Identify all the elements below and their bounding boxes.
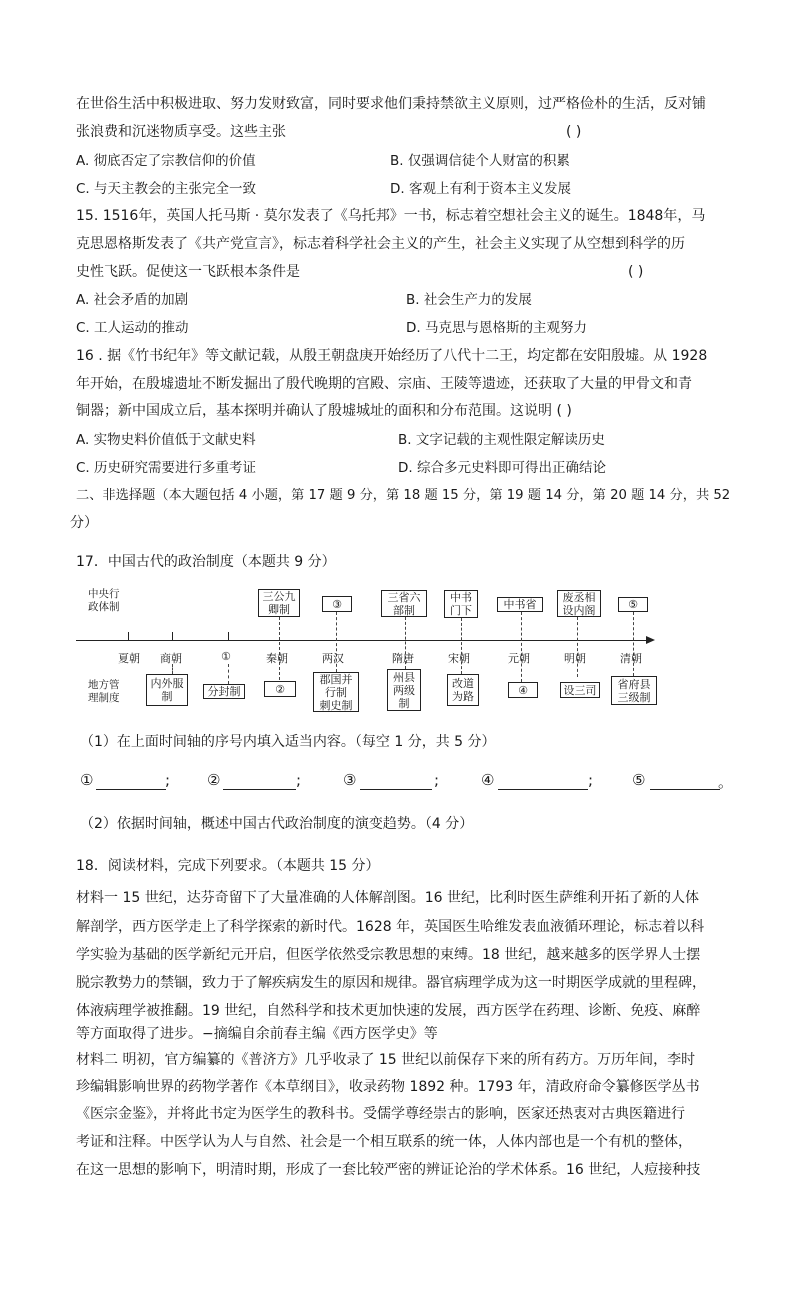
q15-line-2: 克思恩格斯发表了《共产党宣言》，标志着科学社会主义的产生，社会主义实现了从空想到科学的历 <box>76 236 685 252</box>
local-box-zhouxian: 州县 两级 制 <box>387 669 421 711</box>
dash-yuan <box>521 612 522 682</box>
q14-option-b[interactable]: B. 仅强调信徒个人财富的积累 <box>390 153 570 169</box>
q18-line-6: 等方面取得了进步。−摘编自余前春主编《西方医学史》等 <box>76 1026 438 1042</box>
central-box-blank-3[interactable]: ③ <box>322 596 352 612</box>
blank-3-sep: ; <box>434 771 440 789</box>
tick-xia <box>128 632 129 640</box>
q18-line-3: 学实验为基础的医学新纪元开启，但医学依然受宗教思想的束缚。18 世纪，越来越多的医学界人士摆 <box>76 947 701 963</box>
q18-line-7: 材料二 明初，官方编纂的《普济方》几乎收录了 15 世纪以前保存下来的所有药方。万历年间，李时 <box>76 1052 696 1068</box>
q15-line-3: 史性飞跃。促使这一飞跃根本条件是 <box>76 264 300 280</box>
local-box-neiwaifu: 内外服 制 <box>146 674 188 706</box>
q18-line-4: 脱宗教势力的禁锢，致力于了解疾病发生的原因和规律。器官病理学成为这一时期医学成就的里程碑， <box>76 975 706 991</box>
local-box-fenfeng: 分封制 <box>203 684 245 699</box>
local-box-blank-4[interactable]: ④ <box>508 682 538 698</box>
q15-option-a[interactable]: A. 社会矛盾的加剧 <box>76 292 189 308</box>
blank-2-field[interactable] <box>223 789 296 790</box>
q18-line-8: 珍编辑影响世界的药物学著作《本草纲目》，收录药物 1892 种。1793 年，清政府命令纂修医学丛书 <box>76 1079 700 1095</box>
dash-qing <box>633 612 634 676</box>
local-box-gaidao-weilu: 改道 为路 <box>447 674 479 706</box>
q16-line-3: 铜器；新中国成立后，基本探明并确认了殷墟城址的面积和分布范围。这说明 ( ) <box>76 403 572 419</box>
q17-title: 17．中国古代的政治制度（本题共 9 分） <box>76 554 336 570</box>
section2-header-line-1: 二、非选择题（本大题包括 4 小题，第 17 题 9 分，第 18 题 15 分，第 19 题 14 分，第 20 题 14 分，共 52 <box>76 488 731 503</box>
blank-5-sep: 。 <box>718 773 734 791</box>
blank-1-field[interactable] <box>96 789 166 790</box>
q15-answer-paren[interactable]: ( ) <box>628 264 644 280</box>
q16-option-c[interactable]: C. 历史研究需要进行多重考证 <box>76 460 257 476</box>
local-box-junguo-cishi: 郡国并 行制 刺史制 <box>313 672 359 712</box>
dynasty-blank-1: ① <box>221 650 231 663</box>
q16-line-1: 16 . 据《竹书纪年》等文献记载，从殷王朝盘庚开始经历了八代十二王，均定都在安阳殷墟。从 1928 <box>76 348 708 364</box>
central-system-label: 中央行 政体制 <box>88 588 120 613</box>
timeline-axis <box>76 640 650 641</box>
local-box-she-sansi: 设三司 <box>560 682 600 698</box>
q18-line-9: 《医宗金鉴》，并将此书定为医学生的教科书。受儒学尊经崇古的影响，医家还热衷对古典医籍进行 <box>76 1106 685 1122</box>
q18-title: 18．阅读材料，完成下列要求。（本题共 15 分） <box>76 858 380 874</box>
blank-5-label: ⑤ <box>632 771 646 789</box>
q14-option-c[interactable]: C. 与天主教会的主张完全一致 <box>76 181 257 197</box>
dynasty-suitang: 隋唐 <box>392 652 414 665</box>
q14-line-2: 张浪费和沉迷物质享受。这些主张 <box>76 124 286 140</box>
section2-header-line-2: 分） <box>70 515 98 531</box>
blank-1-label: ① <box>80 771 94 789</box>
q14-answer-paren[interactable]: ( ) <box>566 124 582 140</box>
tick-blank-1 <box>228 632 229 640</box>
q16-line-2: 年开始，在殷墟遗址不断发掘出了殷代晚期的宫殿、宗庙、王陵等遗迹，还获取了大量的甲骨文和青 <box>76 376 692 392</box>
dynasty-ming: 明朝 <box>564 652 586 665</box>
q15-option-c[interactable]: C. 工人运动的推动 <box>76 320 189 336</box>
dynasty-qin: 秦朝 <box>266 652 288 665</box>
blank-3-label: ③ <box>343 771 357 789</box>
local-box-blank-2[interactable]: ② <box>264 681 296 697</box>
central-box-zhongshusheng: 中书省 <box>497 597 543 612</box>
q16-option-a[interactable]: A. 实物史料价值低于文献史料 <box>76 432 256 448</box>
blank-4-label: ④ <box>481 771 495 789</box>
q14-option-a[interactable]: A. 彻底否定了宗教信仰的价值 <box>76 153 256 169</box>
dash-blank-1 <box>228 664 229 684</box>
dash-ming <box>577 617 578 677</box>
q17-sub2: （2）依据时间轴，概述中国古代政治制度的演变趋势。（4 分） <box>80 816 474 832</box>
blank-5-field[interactable] <box>650 789 720 790</box>
q15-line-1: 15. 1516年，英国人托马斯 · 莫尔发表了《乌托邦》一书，标志着空想社会主义的诞生。1848年，马 <box>76 208 706 224</box>
dynasty-song: 宋朝 <box>448 652 470 665</box>
dynasty-qing: 清朝 <box>620 652 642 665</box>
q15-option-b[interactable]: B. 社会生产力的发展 <box>406 292 532 308</box>
dynasty-han: 两汉 <box>322 652 344 665</box>
blank-2-label: ② <box>207 771 221 789</box>
q18-line-10: 考证和注释。中医学认为人与自然、社会是一个相互联系的统一体，人体内部也是一个有机的整体， <box>76 1134 692 1150</box>
q16-option-d[interactable]: D. 综合多元史料即可得出正确结论 <box>398 460 606 476</box>
blank-1-sep: ; <box>165 771 171 789</box>
q18-line-5: 体液病理学被推翻。19 世纪，自然科学和技术更加快速的发展，西方医学在药理、诊断、免疫、麻醉 <box>76 1003 701 1019</box>
q18-line-1: 材料一 15 世纪，达芬奇留下了大量准确的人体解剖图。16 世纪，比利时医生萨维利开拓了新的人体 <box>76 890 699 906</box>
q17-sub1: （1）在上面时间轴的序号内填入适当内容。（每空 1 分，共 5 分） <box>80 734 496 750</box>
blank-2-sep: ; <box>296 771 302 789</box>
blank-4-field[interactable] <box>498 789 588 790</box>
dynasty-xia: 夏朝 <box>118 652 140 665</box>
blank-4-sep: ; <box>588 771 594 789</box>
tick-shang <box>172 632 173 640</box>
q16-option-b[interactable]: B. 文字记载的主观性限定解读历史 <box>398 432 605 448</box>
q18-line-11: 在这一思想的影响下，明清时期，形成了一套比较严密的辨证论治的学术体系。16 世纪，人痘接种技 <box>76 1162 701 1178</box>
local-box-shengfuxian: 省府县 三级制 <box>611 676 657 705</box>
local-system-label: 地方管 理制度 <box>88 679 120 704</box>
central-box-zhongshu-menxia: 中书 门下 <box>444 590 478 618</box>
q14-option-d[interactable]: D. 客观上有利于资本主义发展 <box>390 181 571 197</box>
q18-line-2: 解剖学，西方医学走上了科学探索的新时代。1628 年，英国医生哈维发表血液循环理论，标志着以科 <box>76 919 705 935</box>
q15-option-d[interactable]: D. 马克思与恩格斯的主观努力 <box>406 320 587 336</box>
central-box-fei-chengxiang: 废丞相 设内阁 <box>557 590 601 617</box>
central-box-sansheng-liubu: 三省六 部制 <box>381 590 427 617</box>
central-box-blank-5[interactable]: ⑤ <box>618 597 648 612</box>
dynasty-shang: 商朝 <box>160 652 182 665</box>
q14-line-1: 在世俗生活中积极进取、努力发财致富，同时要求他们秉持禁欲主义原则，过严格俭朴的生活，反对铺 <box>76 96 706 112</box>
central-box-sangong-jiuqing: 三公九 卿制 <box>258 589 300 617</box>
dash-qin <box>279 617 280 680</box>
dynasty-yuan: 元朝 <box>508 652 530 665</box>
blank-3-field[interactable] <box>360 789 432 790</box>
timeline-arrow-icon <box>646 636 655 644</box>
